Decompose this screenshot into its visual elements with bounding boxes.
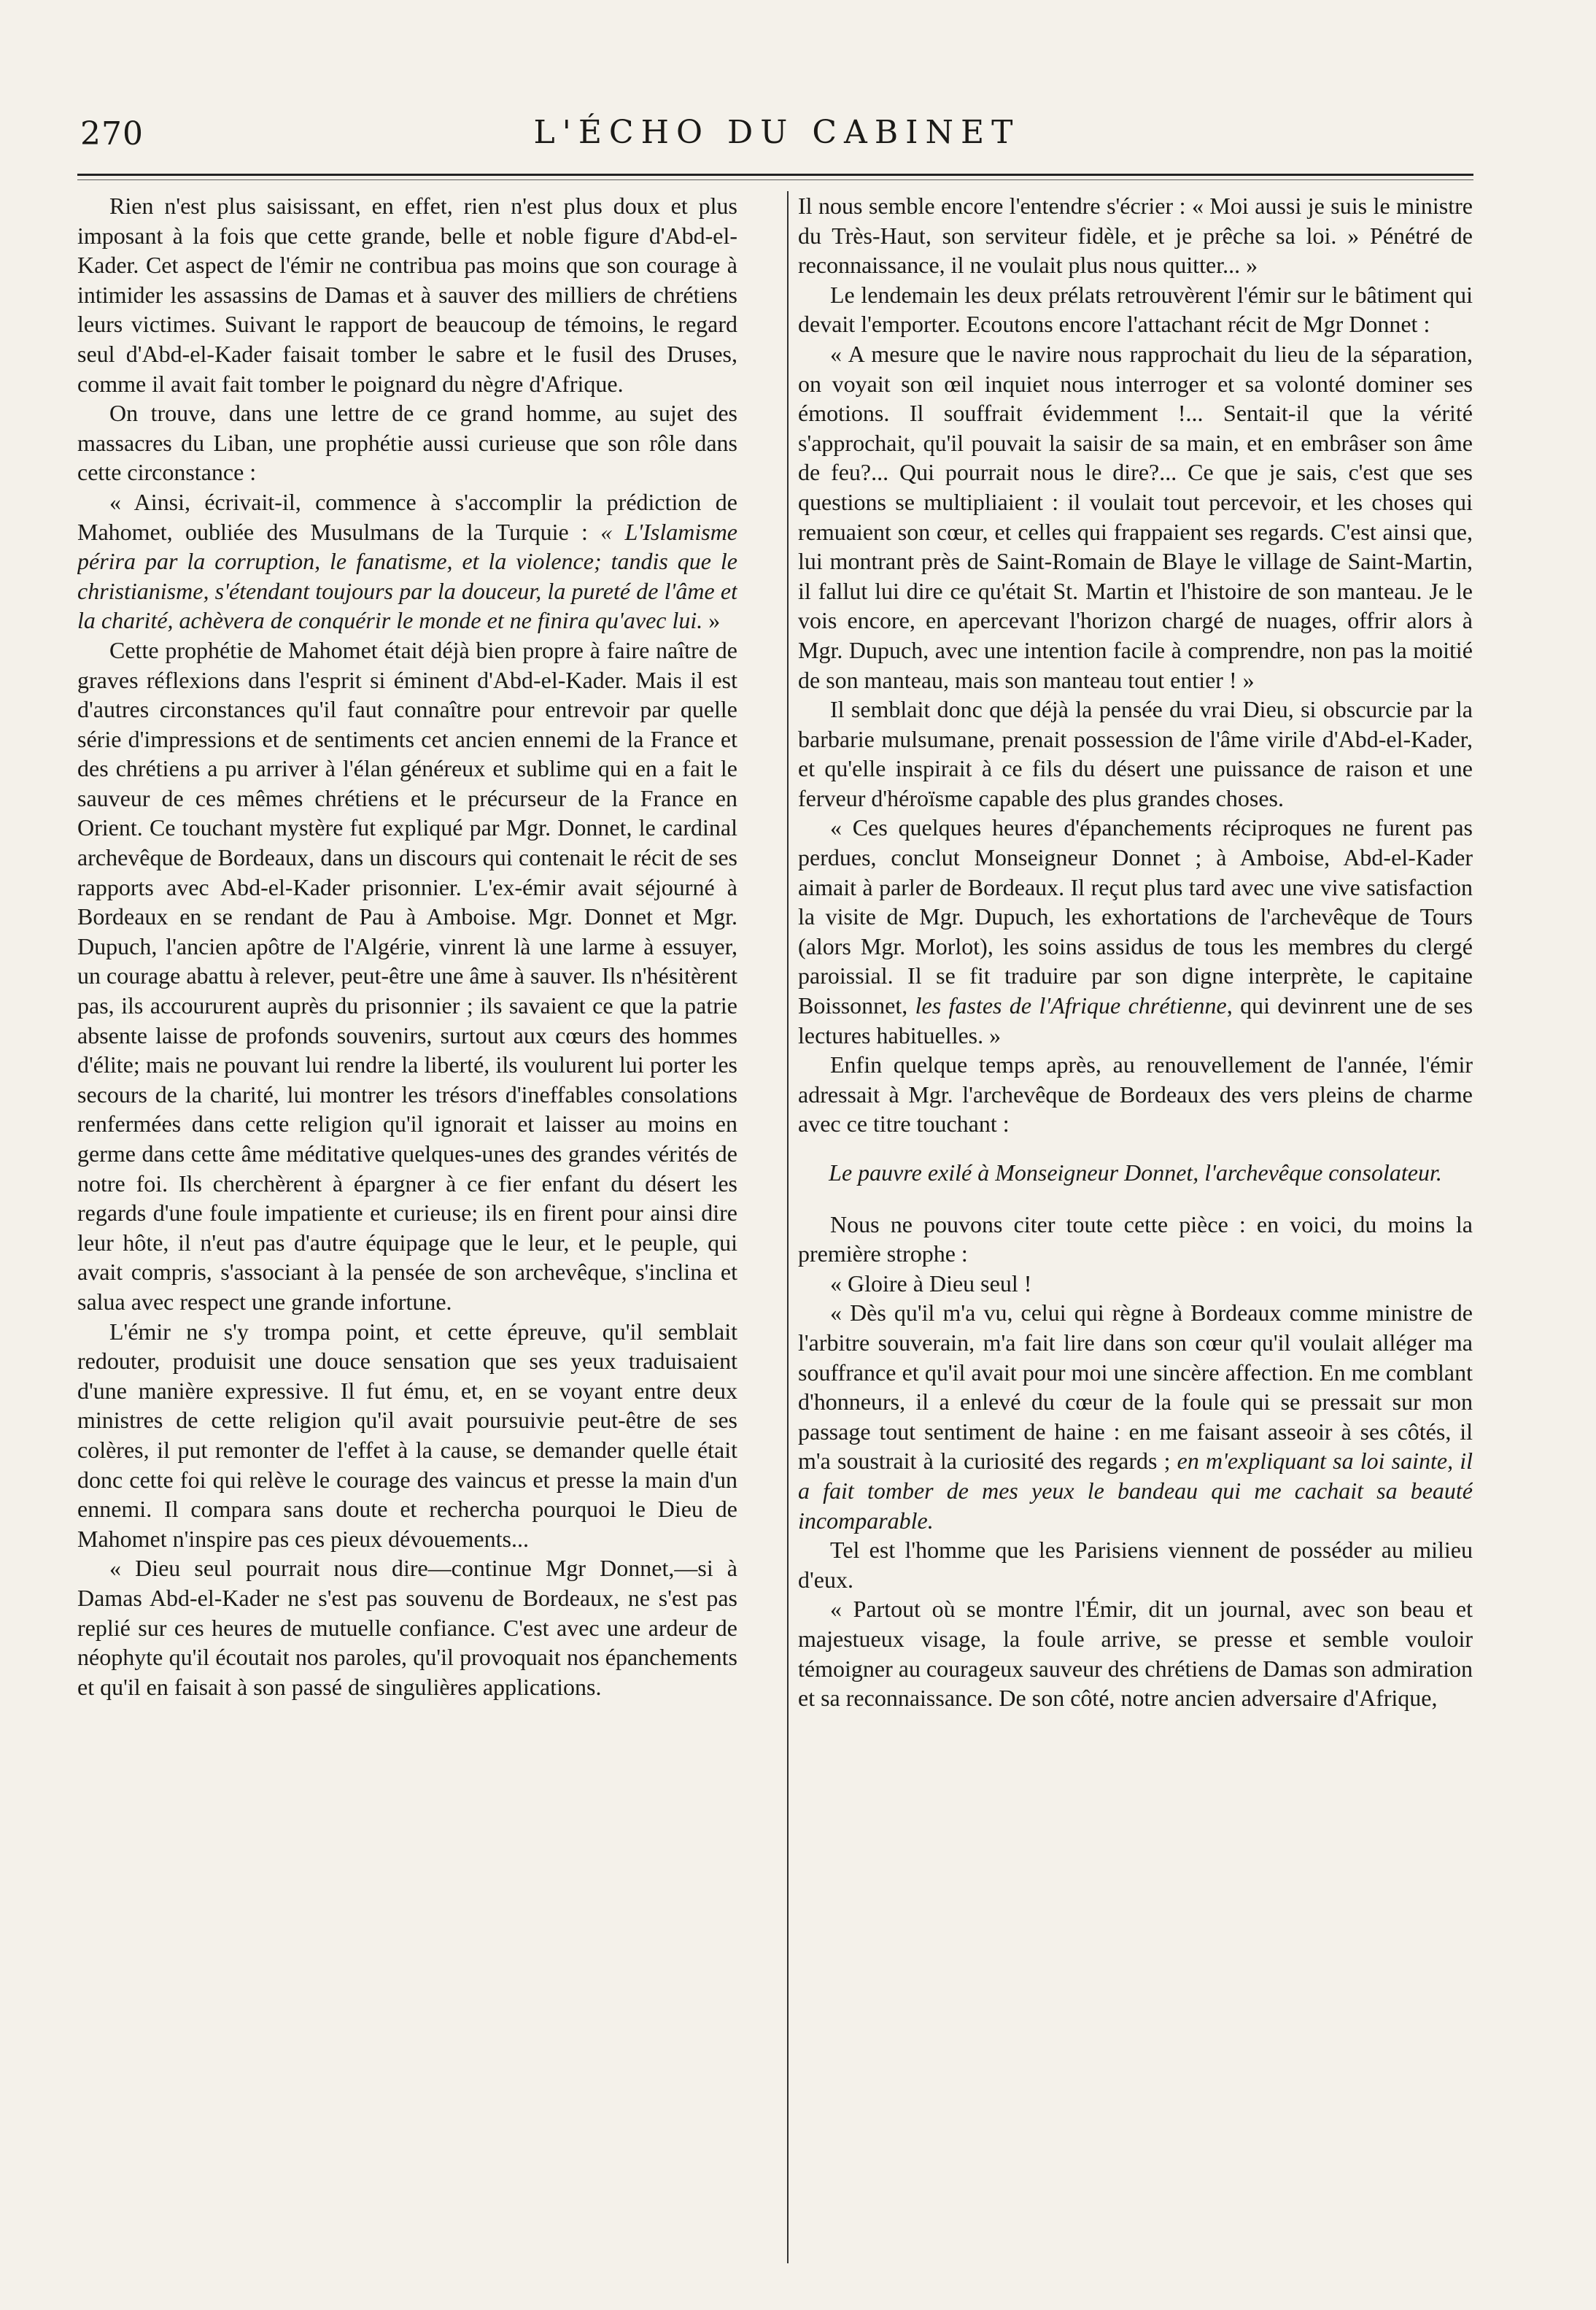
right-paragraph-11: « Partout où se montre l'Émir, dit un journal, avec son beau et majestueux visage, la foule arrive, se presse et semble vouloir témoigner au courageux sauveur des chrétiens de Damas son admiration et sa reconnaissance. De son côté, notre ancien adversaire d'Afrique, bbox=[798, 1596, 1473, 1712]
column-divider bbox=[787, 191, 789, 2263]
right-paragraph-5-start: « Ces quelques heures d'épanchements réciproques ne furent pas perdues, conclut Monseigneur Donnet ; à Amboise, Abd-el-Kader aimait à parler de Bordeaux. Il reçut plus tard avec une vive satisfaction la visite de Mgr. Dupuch, les exhortations de l'archevêque de Tours (alors Mgr. Morlot), les soins assidus de tous les membres du clergé paroissial. Il se fit traduire par son digne interprète, le capitaine Boissonnet, bbox=[798, 814, 1473, 1019]
left-paragraph-1: Rien n'est plus saisissant, en effet, rien n'est plus doux et plus imposant à la fois que cette grande, belle et noble figure d'Abd-el-Kader. Cet aspect de l'émir ne contribua pas moins que son courage à intimider les assassins de Damas et à sauver des milliers de chrétiens leurs victimes. Suivant le rapport de beaucoup de témoins, le regard seul d'Abd-el-Kader faisait tomber le sabre et le fusil des Druses, comme il avait fait tomber le poignard du nègre d'Afrique. bbox=[77, 193, 737, 397]
book-title: les fastes de l'Afrique chrétienne bbox=[915, 992, 1227, 1019]
right-paragraph-4: Il semblait donc que déjà la pensée du vrai Dieu, si obscurcie par la barbarie mulsumane, prenait possession de l'âme virile d'Abd-el-Kader, et qu'elle inspirait à ce fils du désert une puissance de raison et une ferveur d'héroïsme capable des plus grandes choses. bbox=[798, 696, 1473, 811]
right-column bbox=[798, 191, 1473, 2263]
page-header bbox=[80, 109, 1473, 161]
left-column bbox=[77, 191, 737, 2263]
right-paragraph-6: Enfin quelque temps après, au renouvellement de l'année, l'émir adressait à Mgr. l'archevêque de Bordeaux des vers pleins de charme avec ce titre touchant : bbox=[798, 1051, 1473, 1137]
left-paragraph-2: On trouve, dans une lettre de ce grand homme, au sujet des massacres du Liban, une prophétie aussi curieuse que son rôle dans cette circonstance : bbox=[77, 400, 737, 486]
right-paragraph-5-end: , qui devinrent une de ses lectures habituelles. » bbox=[798, 992, 1473, 1048]
prophecy-quote: « L'Islamisme périra par la corruption, le fanatisme, et la violence; tandis que le christianisme, s'étendant toujours par la douceur, la pureté de l'âme et la charité, achèvera de conquérir le monde et ne finira qu'avec lui. bbox=[77, 518, 737, 634]
running-title: L'ÉCHO DU CABINET bbox=[533, 114, 1020, 151]
left-paragraph-3-start: « Ainsi, écrivait-il, commence à s'accomplir la prédiction de Mahomet, oubliée des Musulmans de la Turquie : bbox=[77, 488, 737, 545]
right-paragraph-2: Le lendemain les deux prélats retrouvèrent l'émir sur le bâtiment qui devait l'emporter. Ecoutons encore l'attachant récit de Mgr Donnet : bbox=[798, 281, 1473, 338]
left-paragraph-3 bbox=[77, 487, 737, 636]
header-rule bbox=[77, 174, 1473, 176]
left-paragraph-6: « Dieu seul pourrait nous dire—continue Mgr Donnet,—si à Damas Abd-el-Kader ne s'est pas souvenu de Bordeaux, ne s'est pas replié sur ces heures de mutuelle confiance. C'est avec une ardeur de néophyte qu'il écoutait nos paroles, qu'il provoquait nos épanchements et qu'il en faisait à son passé de singulières applications. bbox=[77, 1555, 737, 1700]
right-paragraph-9 bbox=[798, 1298, 1473, 1535]
poem-line-1: « Gloire à Dieu seul ! bbox=[830, 1270, 1032, 1297]
page-number: 270 bbox=[80, 115, 144, 152]
left-paragraph-5: L'émir ne s'y trompa point, et cette épreuve, qu'il semblait redouter, produisit une douce sensation que ses yeux traduisaient d'une manière expressive. Il fut ému, et, en se voyant entre deux ministres de cette religion qu'il avait poursuivie peut-être de ses colères, il put remonter de l'effet à la cause, se demander quelle était donc cette foi qui relève le courage des vaincus et presse la main d'un ennemi. Il compara sans doute et rechercha pourquoi le Dieu de Mahomet n'inspire pas ces pieux dévouements... bbox=[77, 1318, 737, 1552]
right-paragraph-10: Tel est l'homme que les Parisiens viennent de posséder au milieu d'eux. bbox=[798, 1537, 1473, 1593]
left-paragraph-4: Cette prophétie de Mahomet était déjà bien propre à faire naître de graves réflexions dans l'esprit si éminent d'Abd-el-Kader. Mais il est d'autres circonstances qu'il faut connaître pour entrevoir par quelle série d'impressions et de sentiments cet ancien ennemi de la France et des chrétiens a pu arriver à l'élan généreux et sublime qui en a fait le sauveur de ces mêmes chrétiens et le précurseur de la France en Orient. Ce touchant mystère fut expliqué par Mgr. Donnet, le cardinal archevêque de Bordeaux, dans un discours qui contenait le récit de ses rapports avec Abd-el-Kader prisonnier. L'ex-émir avait séjourné à Bordeaux en se rendant de Pau à Amboise. Mgr. Donnet et Mgr. Dupuch, l'ancien apôtre de l'Algérie, vinrent là une larme à essuyer, un courage abattu à relever, peut-être une âme à sauver. Ils n'hésitèrent pas, ils accoururent auprès du prisonnier ; ils savaient ce que la patrie absente laisse de profonds souvenirs, surtout aux cœurs des hommes d'élite; mais ne pouvant lui rendre la liberté, ils voulurent lui porter les secours de la charité, lui montrer les trésors d'ineffables consolations renfermées dans cette religion qu'il ignorait et laisser au moins en germe dans cette âme méditative quelques-unes des grandes vérités de notre foi. Ils cherchèrent à épargner à ce fier enfant du désert les regards d'une foule impatiente et curieuse; ils en firent pour ainsi dire leur hôte, il n'eut pas d'autre équipage que le leur, et le peuple, qui avait compris, s'associant à la pensée de son archevêque, s'inclina et salua avec respect une grande infortune. bbox=[77, 636, 737, 1315]
right-paragraph-3: « A mesure que le navire nous rapprochait du lieu de la séparation, on voyait son œil inquiet nous interroger et sa volonté dominer ses émotions. Il souffrait évidemment !... Sentait-il que la vérité s'approchait, qu'il pouvait la saisir de sa main, et en embrâser son âme de feu?... Qui pourrait nous le dire?... Ce que je sais, c'est que ses questions se multipliaient : il voulait tout percevoir, et les choses qui remuaient son cœur, et celles qui frappaient ses regards. C'est ainsi que, lui montrant près de Saint-Romain de Blaye le village de Saint-Martin, il fallut lui dire ce qu'était St. Martin et l'histoire de son manteau. Je le vois encore, en apercevant l'horizon chargé de nuages, offrir alors à Mgr. Dupuch, avec une intention facile à comprendre, non pas la moitié de son manteau, mais son manteau tout entier ! » bbox=[798, 340, 1473, 693]
right-paragraph-9-start: « Dès qu'il m'a vu, celui qui règne à Bordeaux comme ministre de l'arbitre souverain, m'a fait lire dans son cœur qu'il voulait alléger ma souffrance et qu'il avait pour moi une sincère affection. En me comblant d'honneurs, il a enlevé du cœur de la foule qui se pressait sur mon passage tout sentiment de haine : en me faisant asseoir à ses côtés, il m'a soustrait à la curiosité des regards ; bbox=[798, 1299, 1473, 1475]
right-paragraph-5 bbox=[798, 813, 1473, 1050]
right-paragraph-7: Nous ne pouvons citer toute cette pièce : en voici, du moins la première strophe : bbox=[798, 1210, 1473, 1267]
poem-title: Le pauvre exilé à Monseigneur Donnet, l'archevêque consolateur. bbox=[829, 1159, 1442, 1186]
header-rule-thin bbox=[77, 179, 1473, 180]
right-paragraph-1: Il nous semble encore l'entendre s'écrier : « Moi aussi je suis le ministre du Très-Haut, son serviteur fidèle, et je prêche sa loi. » Pénétré de reconnaissance, il ne voulait plus nous quitter... » bbox=[798, 193, 1473, 279]
poem-italic: en m'expliquant sa loi sainte, il a fait tomber de mes yeux le bandeau qui me cachait sa beauté incomparable. bbox=[798, 1448, 1473, 1534]
left-paragraph-3-end: » bbox=[702, 607, 721, 634]
